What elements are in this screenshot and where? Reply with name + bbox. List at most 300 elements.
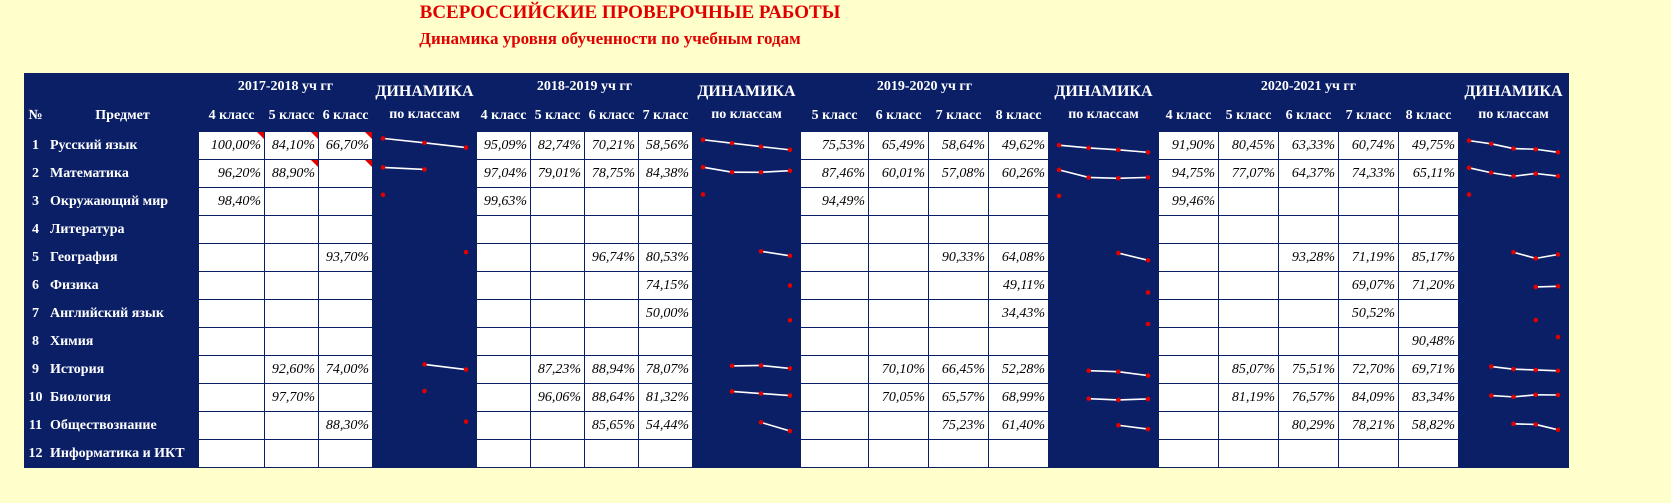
dynamics-sparkline: [373, 160, 477, 188]
score-cell: 88,64%: [585, 384, 639, 412]
subject-header: Предмет: [47, 101, 199, 132]
sparkline-chart: [1049, 413, 1158, 439]
sparkline-point: [1146, 290, 1151, 295]
class-header: 4 класс: [199, 101, 265, 132]
sparkline-point: [759, 169, 764, 174]
score-cell: [265, 216, 319, 244]
score-cell: [531, 188, 585, 216]
sparkline-segment: [1514, 394, 1536, 396]
score-cell: [1279, 328, 1339, 356]
score-cell: [801, 216, 869, 244]
score-cell: 58,56%: [639, 132, 693, 160]
score-cell: [1219, 300, 1279, 328]
sparkline-segment: [1514, 173, 1536, 176]
score-cell: [319, 160, 373, 188]
dynamics-sparkline: [1459, 244, 1569, 272]
score-cell: [1219, 328, 1279, 356]
dynamics-subtitle: по классам: [1068, 107, 1139, 122]
score-cell: [319, 328, 373, 356]
score-cell: [801, 244, 869, 272]
score-cell: [199, 412, 265, 440]
score-cell: 97,70%: [265, 384, 319, 412]
score-cell: 88,94%: [585, 356, 639, 384]
score-cell: [477, 412, 531, 440]
score-cell: 99,46%: [1159, 188, 1219, 216]
sparkline-point: [759, 391, 764, 396]
sparkline-segment: [1491, 395, 1513, 396]
dynamics-sparkline: [373, 188, 477, 216]
score-cell: 49,62%: [989, 132, 1049, 160]
score-cell: 50,00%: [639, 300, 693, 328]
class-header: 7 класс: [639, 101, 693, 132]
sparkline-point: [464, 367, 469, 372]
sparkline-point: [1086, 175, 1091, 180]
score-cell: [531, 440, 585, 468]
subject-name: Английский язык: [47, 300, 199, 328]
score-cell: 75,51%: [1279, 356, 1339, 384]
subject-name: Биология: [47, 384, 199, 412]
score-cell: 77,07%: [1219, 160, 1279, 188]
sparkline-point: [730, 363, 735, 368]
score-cell: [1159, 356, 1219, 384]
score-cell: [929, 328, 989, 356]
dynamics-sparkline: [1049, 356, 1159, 384]
score-cell: [801, 384, 869, 412]
table-row: [25, 328, 1569, 356]
dynamics-sparkline: [1049, 188, 1159, 216]
dynamics-sparkline: [1459, 412, 1569, 440]
sparkline-point: [381, 165, 386, 170]
row-number: 5: [25, 244, 47, 272]
score-cell: 52,28%: [989, 356, 1049, 384]
year-header: 2019-2020 уч гг: [801, 74, 1049, 101]
score-cell: [531, 328, 585, 356]
row-number: 9: [25, 356, 47, 384]
score-cell: 85,17%: [1399, 244, 1459, 272]
score-cell: [869, 244, 929, 272]
score-cell: [1219, 244, 1279, 272]
sparkline-chart: [373, 385, 476, 411]
score-cell: [929, 440, 989, 468]
sparkline-point: [1533, 284, 1538, 289]
score-cell: [869, 328, 929, 356]
dynamics-sparkline: [1459, 160, 1569, 188]
sparkline-point: [422, 362, 427, 367]
score-cell: [989, 328, 1049, 356]
year-header: 2017-2018 уч гг: [199, 74, 373, 101]
score-cell: [1279, 188, 1339, 216]
header-corner: [25, 74, 47, 101]
score-cell: [1159, 412, 1219, 440]
subject-name: Математика: [47, 160, 199, 188]
score-cell: 96,20%: [199, 160, 265, 188]
dynamics-header: [1049, 74, 1159, 132]
sparkline-segment: [1118, 253, 1148, 260]
sparkline-point: [422, 140, 427, 145]
sparkline-segment: [1536, 424, 1558, 429]
score-cell: [989, 440, 1049, 468]
sparkline-point: [1556, 173, 1561, 178]
score-cell: 61,40%: [989, 412, 1049, 440]
sparkline-chart: [1459, 189, 1568, 215]
sparkline-chart: [693, 189, 800, 215]
sparkline-chart: [1459, 133, 1568, 159]
row-number: 10: [25, 384, 47, 412]
score-cell: [1219, 216, 1279, 244]
dynamics-header: [1459, 74, 1569, 132]
table-row: [25, 412, 1569, 440]
score-cell: [199, 356, 265, 384]
score-cell: [477, 244, 531, 272]
dynamics-sparkline: [373, 132, 477, 160]
score-cell: [639, 188, 693, 216]
score-cell: [929, 272, 989, 300]
subject-name: Информатика и ИКТ: [47, 440, 199, 468]
score-cell: [1339, 216, 1399, 244]
class-header: 7 класс: [1339, 101, 1399, 132]
sparkline-chart: [693, 329, 800, 355]
dynamics-sparkline: [1459, 356, 1569, 384]
sparkline-segment: [761, 422, 790, 431]
dynamics-sparkline: [1049, 384, 1159, 412]
dynamics-sparkline: [693, 244, 801, 272]
dynamics-sparkline: [1459, 272, 1569, 300]
class-header: 5 класс: [1219, 101, 1279, 132]
sparkline-segment: [1118, 425, 1148, 429]
dynamics-sparkline: [693, 300, 801, 328]
score-cell: 84,38%: [639, 160, 693, 188]
score-cell: 66,70%: [319, 132, 373, 160]
row-number: 11: [25, 412, 47, 440]
sparkline-point: [1556, 368, 1561, 373]
sparkline-point: [701, 137, 706, 142]
score-cell: 80,29%: [1279, 412, 1339, 440]
score-cell: 60,01%: [869, 160, 929, 188]
table-row: [25, 300, 1569, 328]
score-cell: 72,70%: [1339, 356, 1399, 384]
dynamics-sparkline: [693, 160, 801, 188]
sparkline-point: [759, 248, 764, 253]
score-cell: 97,04%: [477, 160, 531, 188]
sparkline-segment: [1469, 140, 1491, 143]
sparkline-point: [1533, 146, 1538, 151]
dynamics-sparkline: [1459, 440, 1569, 468]
subject-name: Окружающий мир: [47, 188, 199, 216]
score-cell: [1339, 328, 1399, 356]
score-cell: [639, 440, 693, 468]
sparkline-chart: [373, 273, 476, 299]
dynamics-sparkline: [1459, 328, 1569, 356]
score-cell: 71,19%: [1339, 244, 1399, 272]
sparkline-chart: [1459, 385, 1568, 411]
sparkline-chart: [693, 133, 800, 159]
sparkline-segment: [761, 365, 790, 368]
score-cell: 85,65%: [585, 412, 639, 440]
sparkline-point: [1467, 192, 1472, 197]
score-cell: 65,49%: [869, 132, 929, 160]
sparkline-point: [1086, 368, 1091, 373]
score-cell: [319, 188, 373, 216]
subject-name: История: [47, 356, 199, 384]
sparkline-point: [1556, 150, 1561, 155]
dynamics-title: ДИНАМИКА: [1464, 83, 1563, 100]
sparkline-chart: [1049, 357, 1158, 383]
score-cell: [1159, 384, 1219, 412]
sparkline-point: [1146, 321, 1151, 326]
sparkline-point: [464, 249, 469, 254]
sparkline-point: [1489, 364, 1494, 369]
sparkline-point: [1057, 193, 1062, 198]
sparkline-segment: [703, 139, 732, 142]
score-cell: [199, 328, 265, 356]
sparkline-chart: [373, 161, 476, 187]
score-cell: [1159, 216, 1219, 244]
sparkline-point: [1146, 373, 1151, 378]
sparkline-segment: [1059, 169, 1089, 177]
sparkline-segment: [425, 142, 467, 147]
dynamics-subtitle: по классам: [711, 107, 782, 122]
class-header: 6 класс: [869, 101, 929, 132]
score-cell: [319, 216, 373, 244]
subject-name: Физика: [47, 272, 199, 300]
score-cell: [869, 216, 929, 244]
sparkline-segment: [1491, 366, 1513, 369]
sparkline-chart: [1459, 301, 1568, 327]
sparkline-segment: [1089, 398, 1119, 399]
sparkline-point: [381, 136, 386, 141]
score-cell: 99,63%: [477, 188, 531, 216]
score-cell: [1279, 216, 1339, 244]
row-number: 2: [25, 160, 47, 188]
sparkline-chart: [1459, 357, 1568, 383]
score-cell: [801, 412, 869, 440]
sparkline-chart: [373, 189, 476, 215]
score-cell: [869, 412, 929, 440]
dynamics-sparkline: [693, 412, 801, 440]
dynamics-sparkline: [1459, 300, 1569, 328]
table-row: [25, 132, 1569, 160]
sparkline-point: [788, 366, 793, 371]
score-cell: [801, 300, 869, 328]
sparkline-point: [1511, 394, 1516, 399]
score-cell: 84,09%: [1339, 384, 1399, 412]
sparkline-point: [1489, 141, 1494, 146]
score-cell: [531, 244, 585, 272]
sparkline-point: [1533, 422, 1538, 427]
sparkline-chart: [373, 301, 476, 327]
score-cell: 57,08%: [929, 160, 989, 188]
sparkline-chart: [373, 329, 476, 355]
subject-name: Химия: [47, 328, 199, 356]
dynamics-sparkline: [1459, 216, 1569, 244]
score-cell: [199, 216, 265, 244]
score-cell: 91,90%: [1159, 132, 1219, 160]
sparkline-point: [788, 283, 793, 288]
score-cell: [869, 300, 929, 328]
subject-name: Русский язык: [47, 132, 199, 160]
sparkline-point: [1556, 392, 1561, 397]
score-cell: 93,28%: [1279, 244, 1339, 272]
dynamics-subtitle: по классам: [1478, 107, 1549, 122]
score-cell: [929, 300, 989, 328]
score-cell: [801, 356, 869, 384]
year-header: 2018-2019 уч гг: [477, 74, 693, 101]
score-cell: 76,57%: [1279, 384, 1339, 412]
sparkline-point: [701, 192, 706, 197]
dynamics-sparkline: [1049, 272, 1159, 300]
score-cell: [1219, 440, 1279, 468]
score-cell: [199, 272, 265, 300]
table-row: [25, 272, 1569, 300]
sparkline-point: [1556, 284, 1561, 289]
score-cell: 88,90%: [265, 160, 319, 188]
sparkline-point: [788, 428, 793, 433]
score-cell: 69,71%: [1399, 356, 1459, 384]
sparkline-point: [1511, 173, 1516, 178]
score-cell: 60,74%: [1339, 132, 1399, 160]
score-cell: [869, 188, 929, 216]
score-cell: [265, 272, 319, 300]
sparkline-point: [1511, 249, 1516, 254]
sparkline-chart: [693, 245, 800, 271]
dynamics-sparkline: [693, 440, 801, 468]
score-cell: 83,34%: [1399, 384, 1459, 412]
dynamics-sparkline: [693, 272, 801, 300]
sparkline-segment: [1469, 167, 1491, 172]
sparkline-chart: [373, 441, 476, 467]
sparkline-point: [1116, 397, 1121, 402]
score-cell: [1399, 216, 1459, 244]
table-row: [25, 160, 1569, 188]
score-cell: 50,52%: [1339, 300, 1399, 328]
score-cell: [585, 188, 639, 216]
class-header: 7 класс: [929, 101, 989, 132]
sparkline-point: [1467, 165, 1472, 170]
score-cell: 60,26%: [989, 160, 1049, 188]
score-cell: [265, 244, 319, 272]
row-number: 3: [25, 188, 47, 216]
sparkline-chart: [693, 413, 800, 439]
score-cell: [1159, 272, 1219, 300]
sparkline-segment: [1089, 177, 1119, 178]
sparkline-segment: [1118, 398, 1148, 399]
score-cell: [989, 216, 1049, 244]
score-cell: [585, 272, 639, 300]
score-cell: 93,70%: [319, 244, 373, 272]
score-cell: 80,45%: [1219, 132, 1279, 160]
score-cell: [477, 440, 531, 468]
sparkline-chart: [693, 385, 800, 411]
sparkline-point: [1533, 171, 1538, 176]
sparkline-chart: [693, 217, 800, 243]
score-cell: [639, 216, 693, 244]
score-cell: [1159, 328, 1219, 356]
score-cell: 81,19%: [1219, 384, 1279, 412]
score-cell: 75,53%: [801, 132, 869, 160]
sparkline-point: [381, 192, 386, 197]
score-cell: [1339, 188, 1399, 216]
score-cell: [319, 272, 373, 300]
score-cell: 75,23%: [929, 412, 989, 440]
dynamics-sparkline: [693, 384, 801, 412]
dynamics-sparkline: [373, 328, 477, 356]
score-cell: 34,43%: [989, 300, 1049, 328]
score-cell: 74,15%: [639, 272, 693, 300]
sparkline-segment: [1118, 177, 1148, 178]
sparkline-chart: [1049, 217, 1158, 243]
score-cell: 79,01%: [531, 160, 585, 188]
score-cell: 71,20%: [1399, 272, 1459, 300]
dynamics-sparkline: [373, 300, 477, 328]
score-cell: [869, 440, 929, 468]
score-cell: 66,45%: [929, 356, 989, 384]
score-cell: [477, 384, 531, 412]
sparkline-segment: [383, 167, 425, 169]
score-cell: [1339, 440, 1399, 468]
sparkline-point: [1146, 426, 1151, 431]
sparkline-chart: [373, 217, 476, 243]
header-blank: [47, 74, 199, 101]
page-subtitle: Динамика уровня обученности по учебным годам: [419, 29, 801, 48]
dynamics-sparkline: [1049, 132, 1159, 160]
dynamics-sparkline: [373, 272, 477, 300]
score-cell: [801, 272, 869, 300]
score-cell: 70,21%: [585, 132, 639, 160]
score-cell: [639, 328, 693, 356]
sparkline-point: [422, 167, 427, 172]
score-cell: 87,23%: [531, 356, 585, 384]
score-cell: 96,74%: [585, 244, 639, 272]
score-cell: [1219, 188, 1279, 216]
score-cell: 85,07%: [1219, 356, 1279, 384]
sparkline-segment: [1118, 371, 1148, 375]
sparkline-segment: [425, 364, 467, 369]
score-cell: 70,10%: [869, 356, 929, 384]
sparkline-point: [730, 389, 735, 394]
class-header: 5 класс: [801, 101, 869, 132]
sparkline-point: [701, 164, 706, 169]
sparkline-segment: [703, 167, 732, 172]
sparkline-chart: [1459, 245, 1568, 271]
score-cell: 88,30%: [319, 412, 373, 440]
page-title: ВСЕРОССИЙСКИЕ ПРОВЕРОЧНЫЕ РАБОТЫ: [419, 2, 841, 23]
score-cell: [1159, 300, 1219, 328]
sparkline-chart: [693, 357, 800, 383]
score-cell: [1399, 440, 1459, 468]
score-cell: 84,10%: [265, 132, 319, 160]
dynamics-sparkline: [373, 244, 477, 272]
score-cell: [531, 300, 585, 328]
sparkline-chart: [1049, 329, 1158, 355]
dynamics-sparkline: [693, 328, 801, 356]
score-cell: 78,07%: [639, 356, 693, 384]
sparkline-chart: [1459, 413, 1568, 439]
score-cell: 58,64%: [929, 132, 989, 160]
class-header: 6 класс: [319, 101, 373, 132]
sparkline-point: [464, 145, 469, 150]
row-number: 1: [25, 132, 47, 160]
score-cell: [199, 440, 265, 468]
sparkline-chart: [1049, 161, 1158, 187]
sparkline-point: [1511, 421, 1516, 426]
score-cell: 94,49%: [801, 188, 869, 216]
sparkline-point: [1116, 175, 1121, 180]
dynamics-sparkline: [1049, 160, 1159, 188]
sparkline-chart: [1459, 161, 1568, 187]
dynamics-sparkline: [1459, 132, 1569, 160]
dynamics-title: ДИНАМИКА: [1054, 83, 1153, 100]
table-row: [25, 188, 1569, 216]
